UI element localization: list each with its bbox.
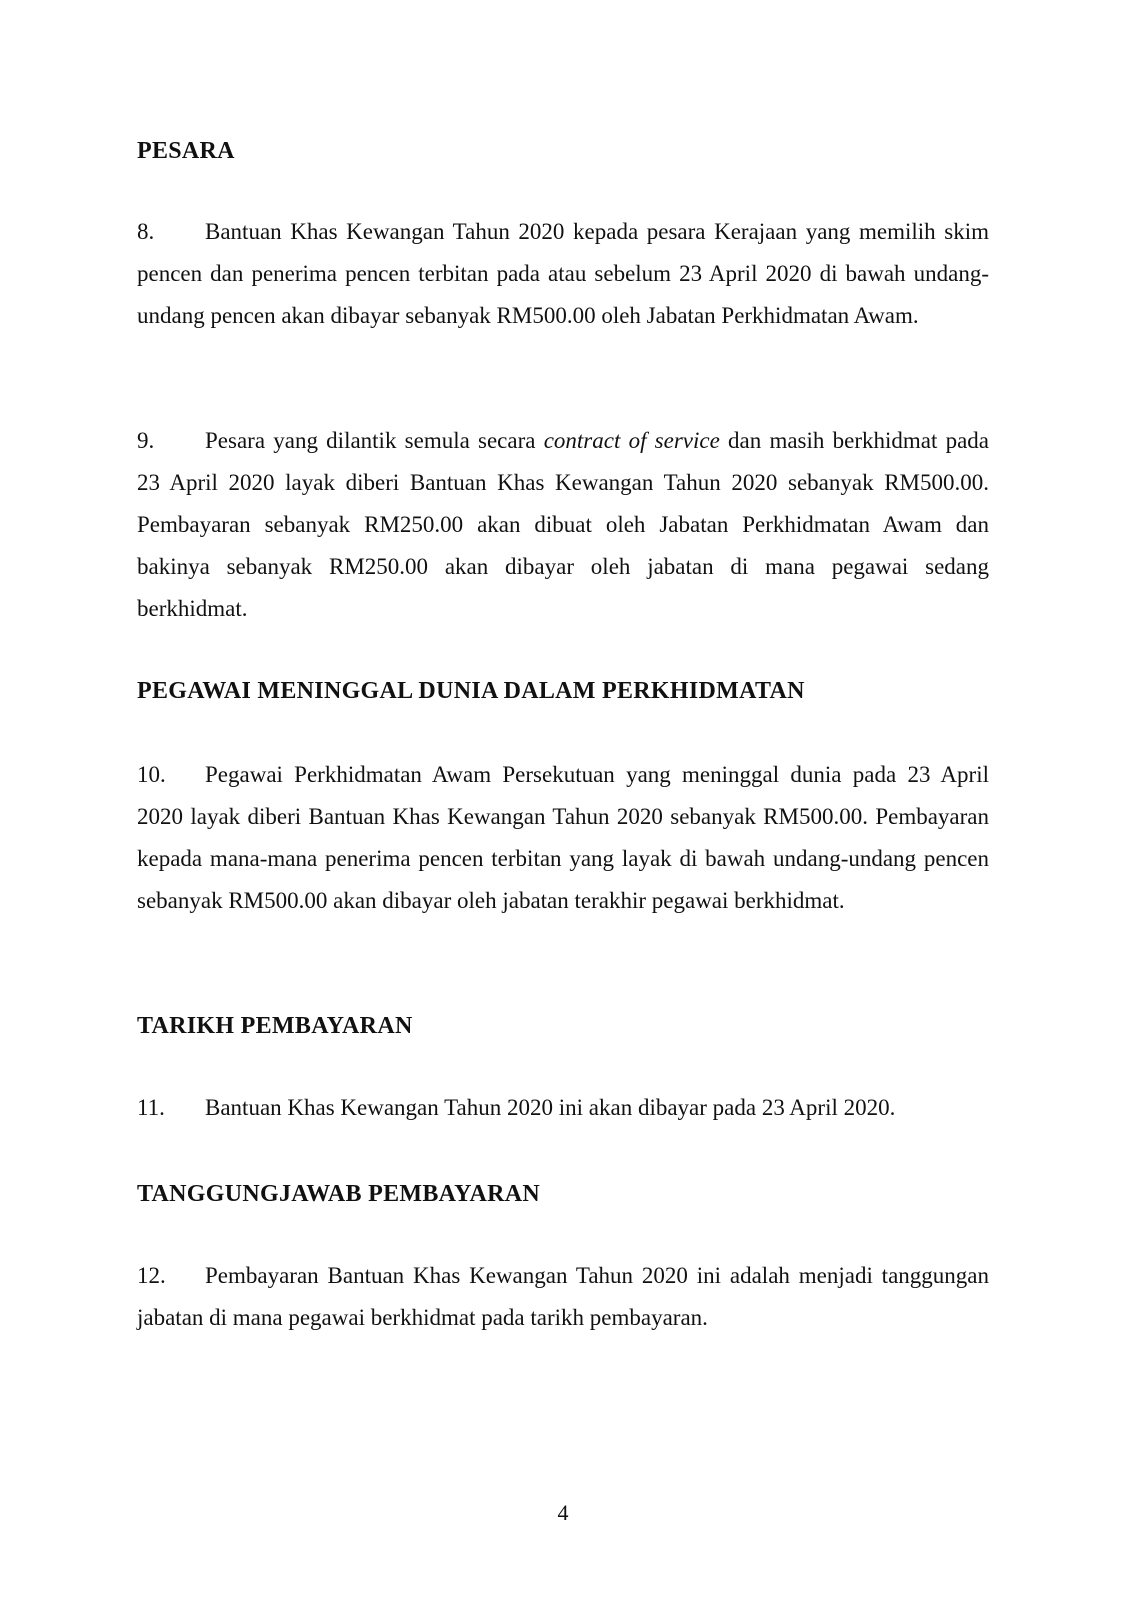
heading-meninggal-dunia: PEGAWAI MENINGGAL DUNIA DALAM PERKHIDMATAN: [137, 678, 805, 704]
paragraph-text: Pegawai Perkhidmatan Awam Persekutuan yang meninggal dunia pada 23 April 2020 layak diberi Bantuan Khas Kewangan Tahun 2020 sebanyak RM500.00. Pembayaran kepada mana-mana penerima pencen terbitan yang layak di bawah undang-undang pencen sebanyak RM500.00 akan dibayar oleh jabatan terakhir pegawai berkhidmat.: [137, 762, 989, 913]
paragraph-11: [137, 1087, 989, 1129]
paragraph-text-end: dan masih berkhidmat pada 23 April 2020 layak diberi Bantuan Khas Kewangan Tahun 2020 sebanyak RM500.00. Pembayaran sebanyak RM250.00 akan dibuat oleh Jabatan Perkhidmatan Awam dan bakinya sebanyak RM250.00 akan dibayar oleh jabatan di mana pegawai sedang berkhidmat.: [137, 428, 989, 621]
paragraph-text: Bantuan Khas Kewangan Tahun 2020 ini akan dibayar pada 23 April 2020.: [205, 1095, 896, 1120]
heading-tarikh-pembayaran: TARIKH PEMBAYARAN: [137, 1013, 413, 1039]
paragraph-9: [137, 420, 989, 630]
document-page: [137, 0, 989, 1597]
paragraph-8: [137, 211, 989, 337]
heading-tanggungjawab-pembayaran: TANGGUNGJAWAB PEMBAYARAN: [137, 1181, 541, 1207]
paragraph-10: [137, 754, 989, 922]
paragraph-number: 12.: [137, 1263, 166, 1288]
page-number: 4: [557, 1500, 569, 1525]
paragraph-number: 11.: [137, 1095, 165, 1120]
paragraph-text-start: Pesara yang dilantik semula secara: [205, 428, 544, 453]
paragraph-number: 10.: [137, 762, 166, 787]
paragraph-text: Bantuan Khas Kewangan Tahun 2020 kepada pesara Kerajaan yang memilih skim pencen dan penerima pencen terbitan pada atau sebelum 23 April 2020 di bawah undang-undang pencen akan dibayar sebanyak RM500.00 oleh Jabatan Perkhidmatan Awam.: [137, 219, 989, 328]
paragraph-12: [137, 1255, 989, 1339]
heading-pesara: PESARA: [137, 138, 235, 164]
paragraph-text: Pembayaran Bantuan Khas Kewangan Tahun 2020 ini adalah menjadi tanggungan jabatan di mana pegawai berkhidmat pada tarikh pembayaran.: [137, 1263, 989, 1330]
paragraph-number: 9.: [137, 428, 155, 453]
paragraph-number: 8.: [137, 219, 155, 244]
paragraph-text-italic: contract of service: [543, 428, 720, 453]
